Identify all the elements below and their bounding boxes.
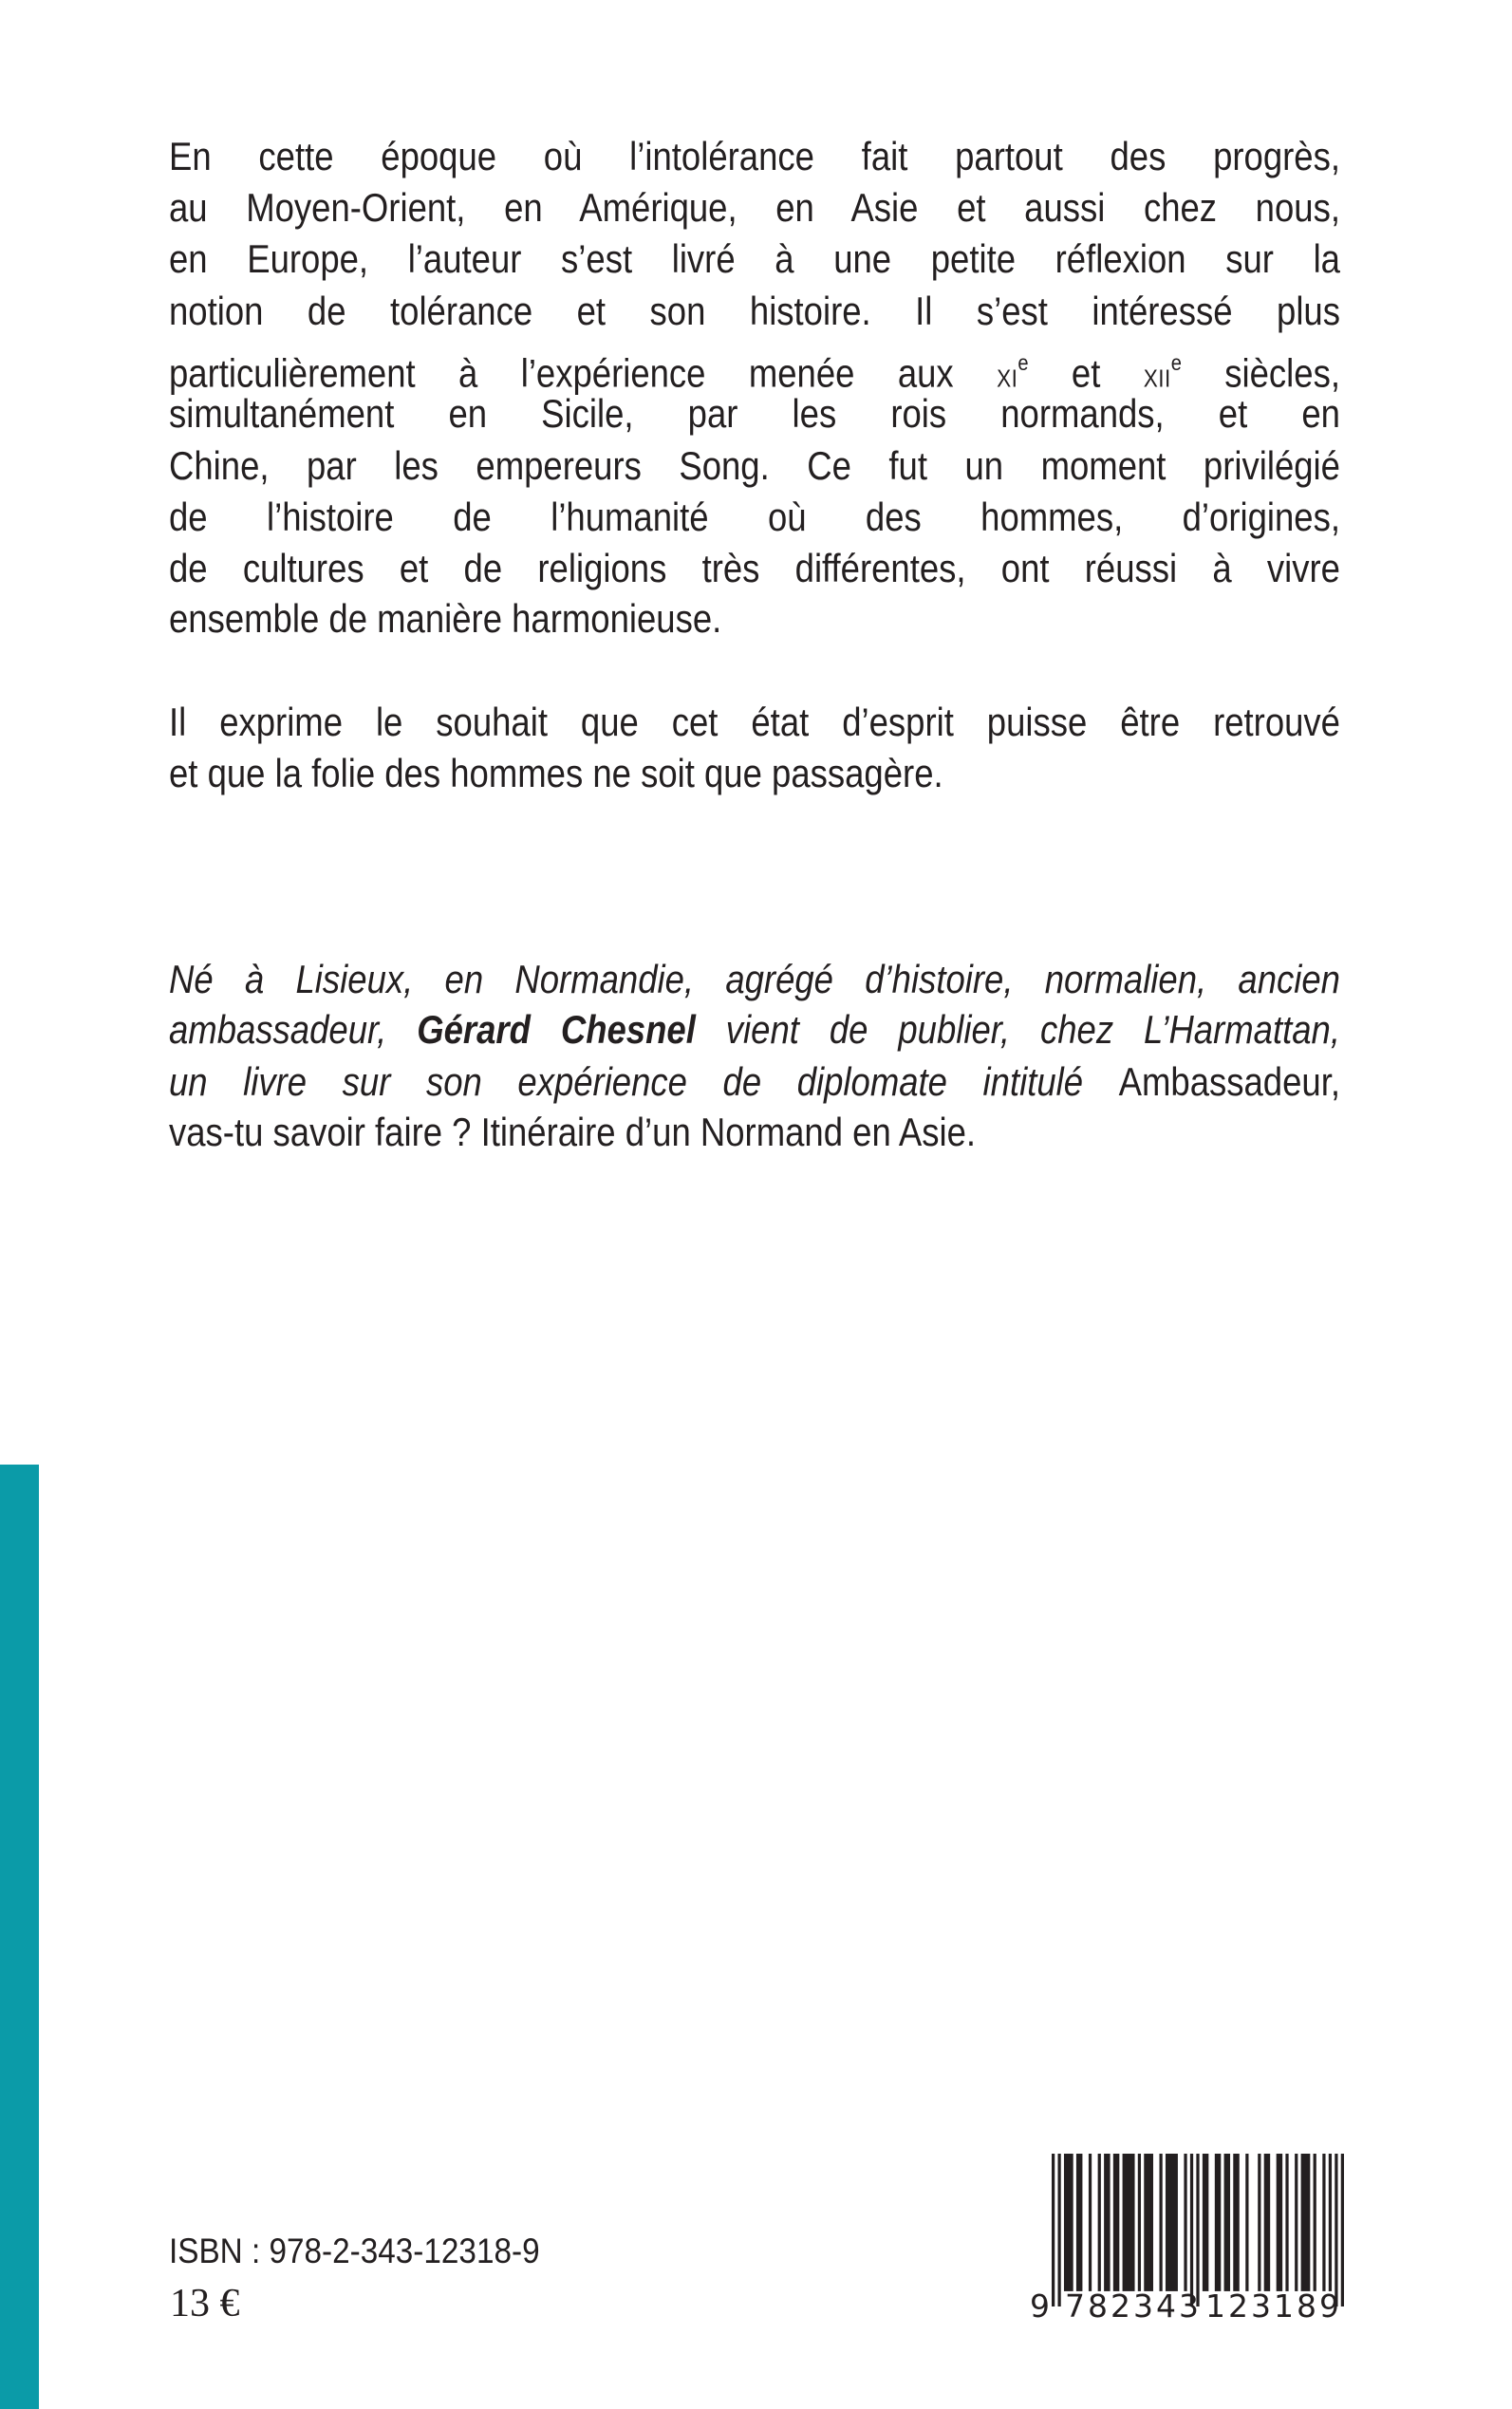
blurb-line: ensemble de manière harmonieuse. <box>169 596 722 641</box>
blurb-line: et que la folie des hommes ne soit que passagère. <box>169 751 943 795</box>
blurb-line: en Europe, l’auteur s’est livré à une petite réflexion sur la <box>169 236 1340 281</box>
blurb-line: notion de tolérance et son histoire. Il s’est intéressé plus <box>169 289 1340 333</box>
isbn-label: ISBN : 978-2-343-12318-9 <box>169 2232 540 2270</box>
century-twelve: XII <box>1143 364 1171 393</box>
barcode-bars <box>1052 2154 1344 2306</box>
price-label: 13 € <box>170 2282 240 2325</box>
blurb-line: En cette époque où l’intolérance fait partout des progrès, <box>169 134 1340 178</box>
barcode-left-digits: 782343 <box>1065 2288 1202 2325</box>
author-name: Gérard Chesnel <box>417 1007 696 1052</box>
barcode-right-digits: 123189 <box>1205 2288 1342 2325</box>
bio-line <box>169 1107 1512 1158</box>
blurb-line: Il exprime le souhait que cet état d’esprit puisse être retrouvé <box>169 700 1340 744</box>
book-title-continued: vas-tu savoir faire ? Itinéraire d’un Normand en Asie. <box>169 1110 977 1154</box>
book-title: Ambassadeur, <box>1118 1059 1340 1104</box>
century-eleven: XI <box>997 364 1018 393</box>
blurb-line: Chine, par les empereurs Song. Ce fut un moment privilégié <box>169 443 1340 488</box>
bio-line: un livre sur son expérience de diplomate intitulé Ambassadeur, <box>169 1059 1340 1104</box>
blurb-line: de cultures et de religions très différentes, ont réussi à vivre <box>169 546 1340 590</box>
barcode-lead-digit: 9 <box>1030 2288 1053 2325</box>
blurb-line: particulièrement à l’expérience menée aux XIe et XIIe siècles, <box>169 350 1340 396</box>
bio-line: ambassadeur, Gérard Chesnel vient de publier, chez L’Harmattan, <box>169 1007 1340 1052</box>
bio-line: Né à Lisieux, en Normandie, agrégé d’histoire, normalien, ancien <box>169 957 1340 1001</box>
blurb-line: simultanément en Sicile, par les rois normands, et en <box>169 391 1340 436</box>
blurb-line: au Moyen-Orient, en Amérique, en Asie et aussi chez nous, <box>169 185 1340 230</box>
blurb-line: de l’histoire de l’humanité où des hommes, d’origines, <box>169 495 1340 539</box>
accent-color-bar <box>0 1465 39 2409</box>
barcode-icon <box>1052 2154 1344 2306</box>
